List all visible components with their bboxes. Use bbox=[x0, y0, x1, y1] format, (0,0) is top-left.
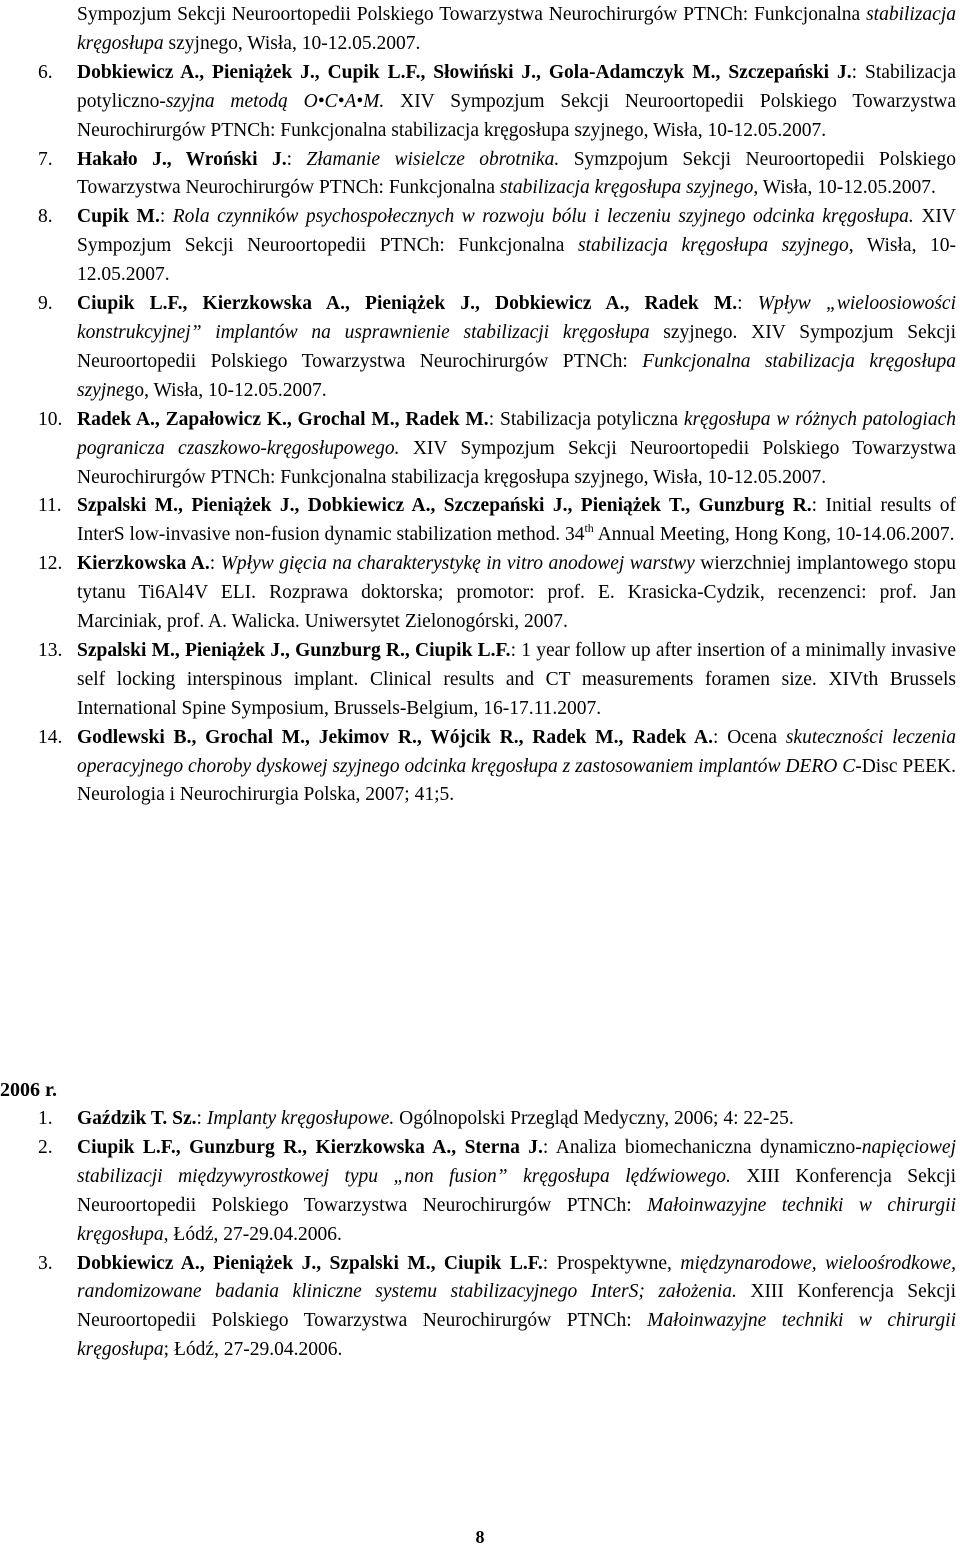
entry-source: Annual Meeting, Hong Kong, 10-14.06.2007. bbox=[593, 524, 955, 546]
reference-entry bbox=[38, 492, 956, 550]
publication-list-2006 bbox=[38, 1105, 956, 1365]
entry-separator: : bbox=[510, 639, 522, 661]
entry-5-continuation bbox=[38, 1, 956, 59]
entry-title-italic: międzynarodowe, wieloośrodkowe, randomizowane badania kliniczne systemu stabilizacyjnego InterS; założenia. bbox=[77, 1252, 956, 1303]
entry-title-italic: Wpływ gięcia na charakterystykę in vitro anodowej warstwy bbox=[220, 553, 695, 575]
entry-number: 6. bbox=[38, 61, 53, 83]
entry-source-italic: stabilizacja kręgosłupa szyjnego bbox=[499, 177, 754, 199]
reference-entry bbox=[38, 1134, 956, 1250]
entry-source: Symzpojum Sekcji Neuroortopedii Polskiego Towarzystwa Neurochirurgów PTNCh: Funkcjonalna bbox=[77, 148, 956, 199]
entry-authors: Godlewski B., Grochal M., Jekimov R., Wójcik R., Radek M., Radek A. bbox=[77, 726, 714, 748]
entry-separator: : bbox=[209, 553, 221, 575]
entry-title: Prospektywne, bbox=[556, 1252, 681, 1274]
entry-title: Analiza biomechaniczna dynamiczno- bbox=[555, 1136, 862, 1158]
entry-source-italic: Małoinwazyjne techniki w chirurgii kręgosłupa bbox=[77, 1194, 956, 1245]
entry-separator: : bbox=[196, 1108, 207, 1129]
entry-title-italic: Wpływ „wieloosiowości konstrukcyjnej” implantów na usprawnienie stabilizacji kręgosłupa bbox=[77, 293, 956, 343]
entry-source: wierzchniej implantowego stopu tytanu Ti6Al4V ELI. Rozprawa doktorska; promotor: prof. E. Krasicka-Cydzik, recenzenci: prof. Jan Marciniak, prof. A. Walicka. Uniwersytet Zielonogórski, 2007. bbox=[77, 553, 956, 633]
entry-separator: : bbox=[286, 148, 307, 170]
entry-number: 8. bbox=[38, 206, 53, 228]
entry-source-end: , Wisła, 10-12.05.2007. bbox=[77, 235, 956, 286]
entry-title-italic: skuteczności leczenia operacyjnego choroby dyskowej szyjnego odcinka kręgosłupa z zastosowaniem implantów DERO C bbox=[77, 726, 956, 777]
entry-source-end: ; Łódź, 27-29.04.2006. bbox=[163, 1339, 343, 1361]
entry-title: 1 year follow up after insertion of a minimally invasive self locking interspinous implant. Clinical results and CT measurements foramen size. bbox=[77, 639, 957, 690]
publication-list-2007 bbox=[38, 1, 956, 810]
entry-authors: Radek A., Zapałowicz K., Grochal M., Radek M. bbox=[77, 408, 489, 430]
entries-2006 bbox=[38, 1105, 956, 1365]
reference-entry bbox=[38, 637, 956, 724]
entry-number: 10. bbox=[38, 408, 63, 430]
entries-2007 bbox=[38, 59, 956, 811]
reference-entry bbox=[38, 290, 956, 406]
continuation-italic: stabilizacja kręgosłupa bbox=[77, 4, 956, 54]
reference-entry bbox=[38, 146, 956, 204]
reference-entry bbox=[38, 406, 956, 493]
entry-title-italic: Złamanie wisielcze obrotnika. bbox=[306, 148, 560, 170]
entry-source-italic: Funkcjonalna stabilizacja kręgosłupa szyjne bbox=[77, 350, 956, 401]
entry-authors: Szpalski M., Pieniążek J., Dobkiewicz A., Szczepański J., Pieniążek T., Gunzburg R. bbox=[77, 495, 812, 517]
entry-number: 9. bbox=[38, 293, 53, 315]
entry-source-end: go, Wisła, 10-12.05.2007. bbox=[124, 379, 327, 401]
entry-authors: Dobkiewicz A., Pieniążek J., Szpalski M., Ciupik L.F. bbox=[77, 1252, 543, 1274]
entry-source: szyjnego. XIV Sympozjum Sekcji Neuroortopedii Polskiego Towarzystwa Neurochirurgów PTNCh: bbox=[77, 321, 956, 372]
entry-number: 12. bbox=[38, 553, 63, 575]
entry-title-italic: kręgosłupa w różnych patologiach pogranicza czaszkowo-kręgosłupowego. bbox=[77, 408, 957, 459]
entry-separator: : bbox=[811, 495, 826, 517]
entry-authors: Ciupik L.F., Kierzkowska A., Pieniążek J., Dobkiewicz A., Radek M. bbox=[77, 293, 738, 315]
entry-authors: Cupik M. bbox=[77, 206, 160, 228]
page-number: 8 bbox=[475, 1527, 485, 1547]
entry-separator: : bbox=[542, 1136, 556, 1158]
entry-title: Stabilizacja potyliczno- bbox=[77, 61, 956, 112]
entry-authors: Kierzkowska A. bbox=[77, 553, 210, 575]
entry-number: 13. bbox=[38, 639, 63, 661]
entry-authors: Dobkiewicz A., Pieniążek J., Cupik L.F., Słowiński J., Gola-Adamczyk M., Szczepański J. bbox=[77, 61, 852, 83]
entry-number: 11. bbox=[38, 495, 62, 517]
entry-number: 2. bbox=[38, 1136, 53, 1158]
entry-number: 1. bbox=[38, 1108, 53, 1129]
entry-source: XIV Sympozjum Sekcji Neuroortopedii PTNCh: Funkcjonalna bbox=[77, 206, 956, 257]
entry-number: 3. bbox=[38, 1252, 53, 1274]
reference-entry bbox=[38, 1105, 956, 1134]
entry-title-italic: szyjna metodą O•C•A•M. bbox=[165, 90, 385, 112]
reference-entry bbox=[38, 59, 956, 146]
year-heading: 2006 r. bbox=[0, 1079, 58, 1101]
entry-separator: : bbox=[737, 293, 758, 315]
reference-entry bbox=[38, 1250, 956, 1366]
entry-source-end: , Wisła, 10-12.05.2007. bbox=[753, 177, 936, 199]
entry-source: XIII Konferencja Sekcji Neuroortopedii Polskiego Towarzystwa Neurochirurgów PTNCh: bbox=[77, 1281, 956, 1332]
entry-source: -Disc PEEK. Neurologia i Neurochirurgia Polska, 2007; 41;5. bbox=[77, 755, 956, 806]
entry-source: XIV Sympozjum Sekcji Neuroortopedii Polskiego Towarzystwa Neurochirurgów PTNCh: Funkcjonalna stabilizacja kręgosłupa szyjnego, Wisła, 10-12.05.2007. bbox=[77, 90, 956, 141]
entry-number: 14. bbox=[38, 726, 63, 748]
entry-source: XIVth Brussels International Spine Symposium, Brussels-Belgium, 16-17.11.2007. bbox=[77, 668, 956, 719]
entry-authors: Ciupik L.F., Gunzburg R., Kierzkowska A., Sterna J. bbox=[77, 1136, 543, 1158]
entry-title: Stabilizacja potyliczna bbox=[499, 408, 684, 430]
entry-source-italic: stabilizacja kręgosłupa szyjnego bbox=[577, 235, 849, 257]
entry-separator: : bbox=[713, 726, 728, 748]
entry-superscript: th bbox=[584, 521, 594, 536]
entry-source-italic: Małoinwazyjne techniki w chirurgii kręgosłupa bbox=[77, 1310, 956, 1361]
entry-source: XIV Sympozjum Sekcji Neuroortopedii Polskiego Towarzystwa Neurochirurgów PTNCh: Funkcjonalna stabilizacja kręgosłupa szyjnego, Wisła, 10-12.05.2007. bbox=[77, 437, 956, 488]
entry-separator: : bbox=[159, 206, 173, 228]
reference-entry bbox=[38, 724, 956, 811]
entry-title: Initial results of InterS low-invasive non-fusion dynamic stabilization method. 34 bbox=[77, 495, 957, 546]
reference-entry bbox=[38, 203, 956, 290]
entry-number: 7. bbox=[38, 148, 53, 170]
entry-authors: Hakało J., Wroński J. bbox=[77, 148, 287, 170]
entry-authors: Gaździk T. Sz. bbox=[77, 1108, 197, 1129]
entry-source: XIII Konferencja Sekcji Neuroortopedii Polskiego Towarzystwa Neurochirurgów PTNCh: bbox=[77, 1165, 956, 1216]
entry-source: Ogólnopolski Przegląd Medyczny, 2006; 4: 22-25. bbox=[394, 1108, 794, 1129]
entry-source-end: , Łódź, 27-29.04.2006. bbox=[163, 1223, 342, 1245]
entry-title-italic: Implanty kręgosłupowe. bbox=[206, 1108, 395, 1129]
entry-separator: : bbox=[542, 1252, 557, 1274]
continuation-text: Sympozjum Sekcji Neuroortopedii Polskiego Towarzystwa Neurochirurgów PTNCh: Funkcjonalna bbox=[77, 4, 867, 25]
entry-title: Ocena bbox=[727, 726, 786, 748]
entry-title-italic: Rola czynników psychospołecznych w rozwoju bólu i leczeniu szyjnego odcinka kręgosłupa. bbox=[172, 206, 914, 228]
entry-title-italic: napięciowej stabilizacji międzywyrostkowej typu „non fusion” kręgosłupa lędźwiowego. bbox=[77, 1136, 957, 1187]
continuation-text-end: szyjnego, Wisła, 10-12.05.2007. bbox=[163, 32, 421, 54]
entry-authors: Szpalski M., Pieniążek J., Gunzburg R., Ciupik L.F. bbox=[77, 639, 511, 661]
entry-separator: : bbox=[851, 61, 866, 83]
entry-separator: : bbox=[488, 408, 500, 430]
reference-entry bbox=[38, 550, 956, 637]
